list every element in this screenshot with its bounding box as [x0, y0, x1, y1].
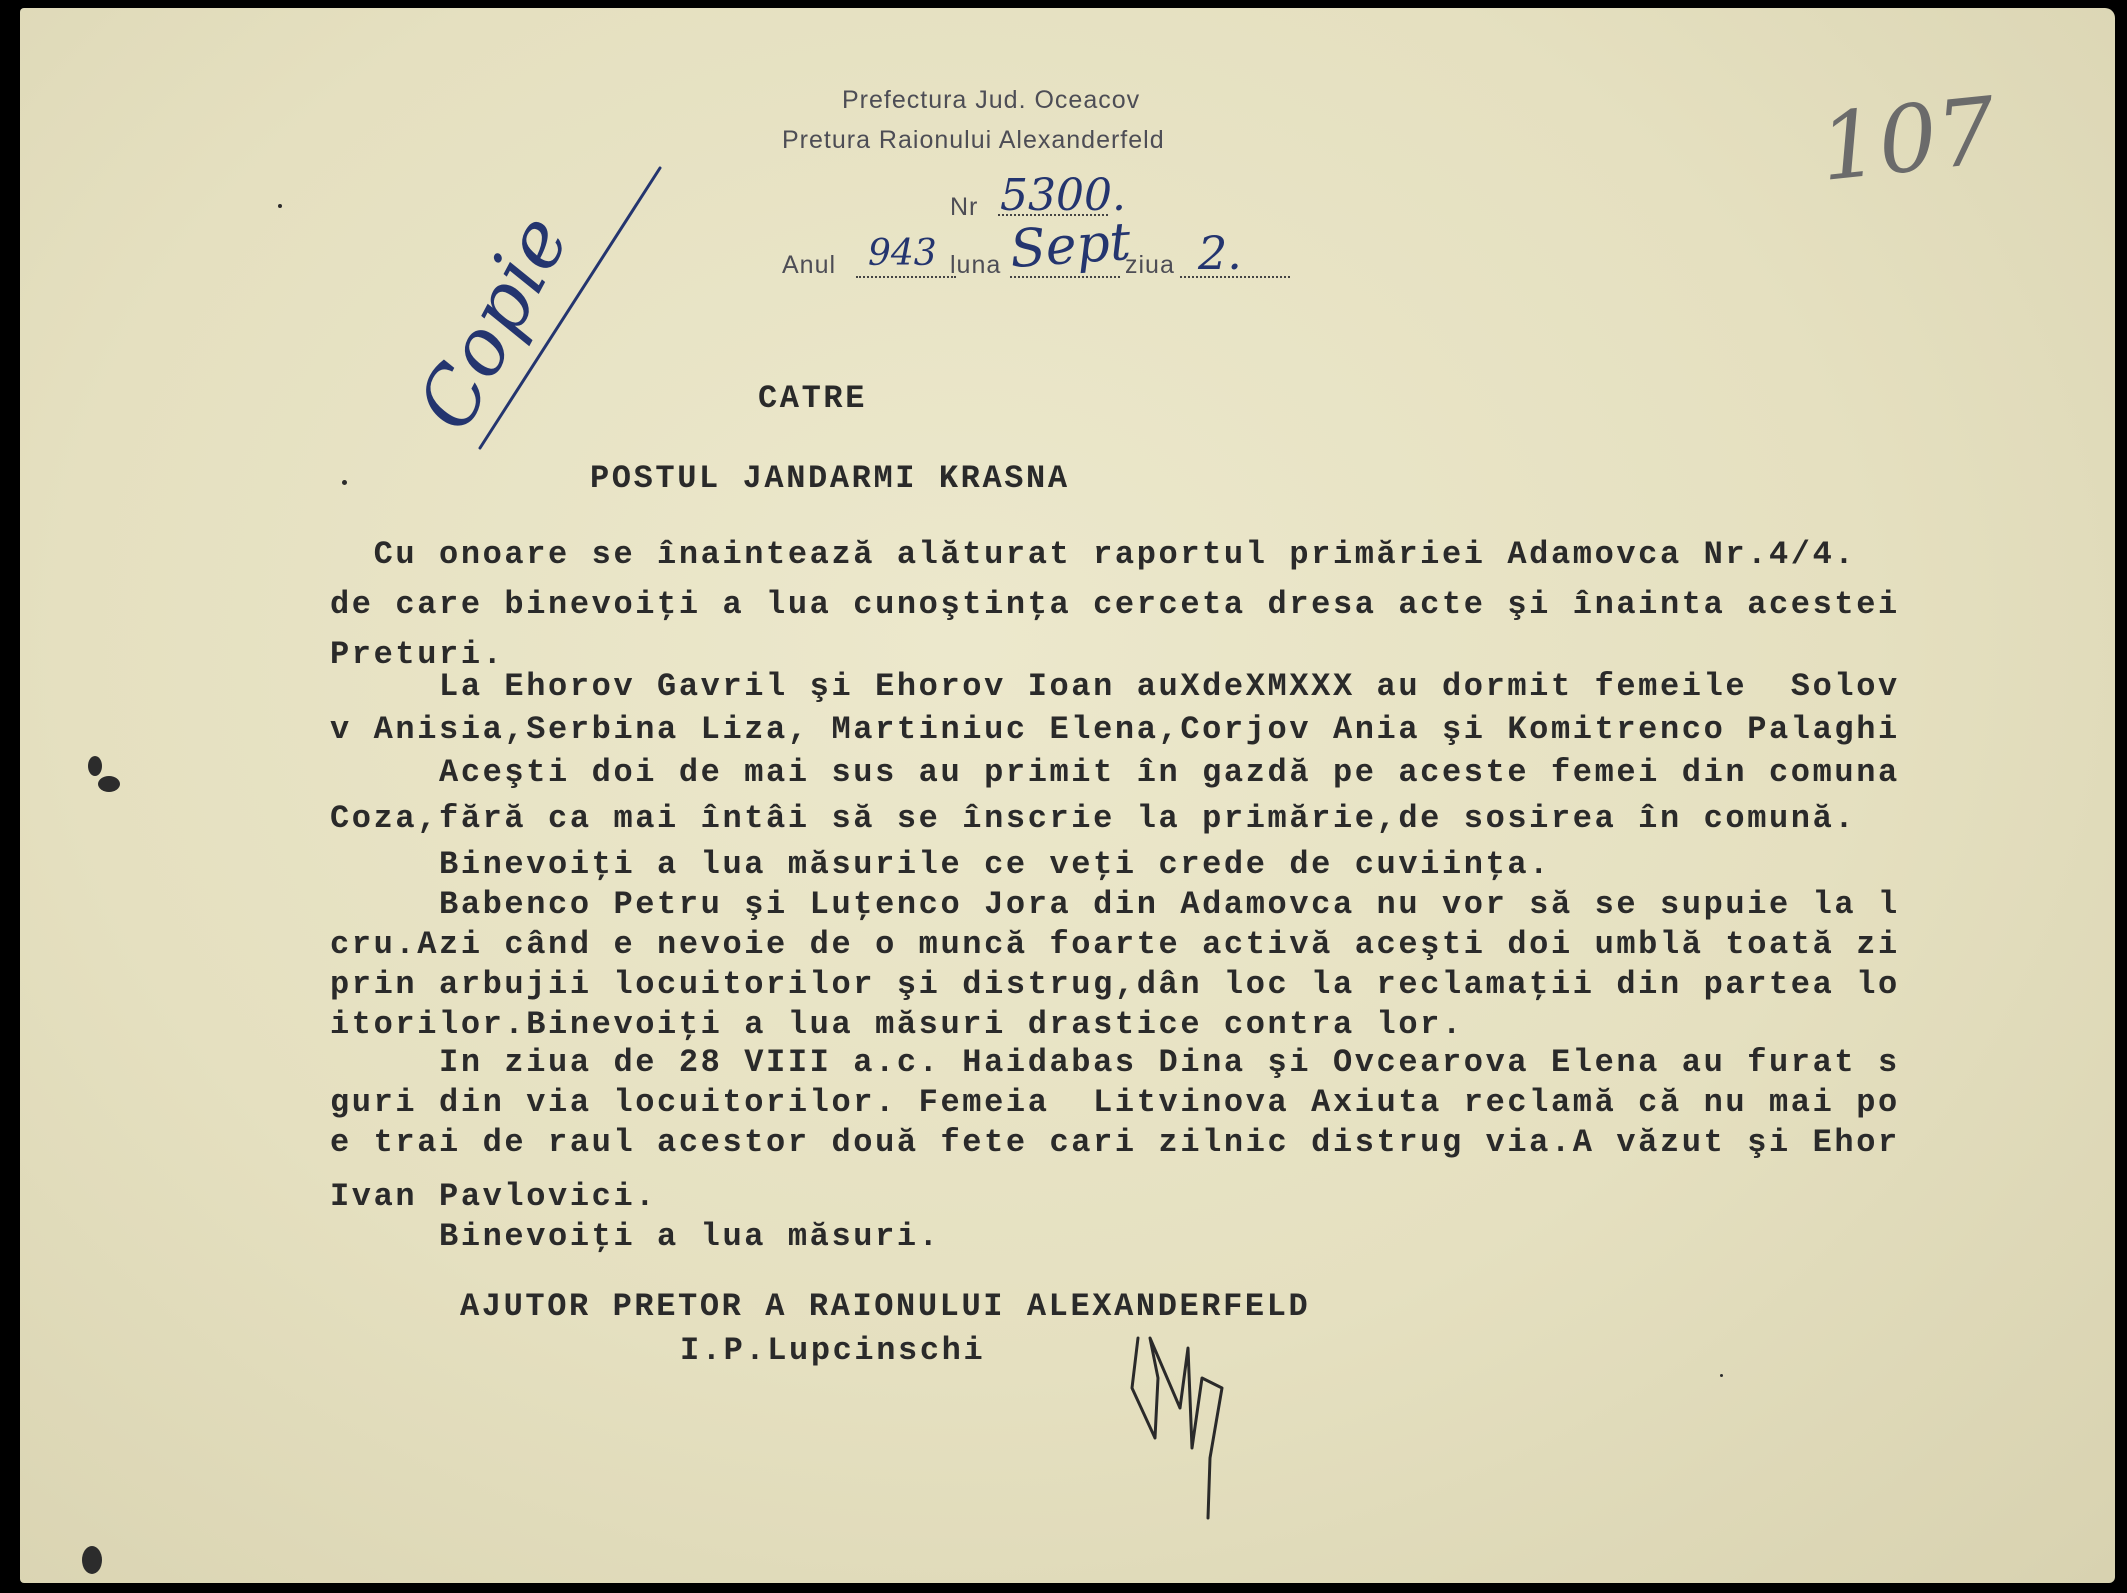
body-line: v Anisia,Serbina Liza, Martiniuc Elena,Corjov Ania şi Komitrenco Palaghi: [330, 711, 1900, 748]
body-line: Babenco Petru şi Luţenco Jora din Adamovca nu vor să se supuie la l: [330, 886, 1900, 923]
anul-rule: [856, 276, 956, 278]
body-line: Aceşti doi de mai sus au primit în gazdă pe aceste femei din comuna: [330, 754, 1900, 791]
luna-value: Sept: [1008, 211, 1133, 281]
stamp-prefectura: Prefectura Jud. Oceacov: [842, 86, 1141, 114]
anul-value: 943: [868, 233, 937, 274]
paper-speck: [1720, 1374, 1723, 1377]
body-line: e trai de raul acestor două fete cari zilnic distrug via.A văzut şi Ehor: [330, 1124, 1900, 1161]
punch-hole-mark: [98, 776, 120, 792]
stamp-pretura: Pretura Raionului Alexanderfeld: [782, 126, 1165, 154]
handwritten-signature: [1110, 1318, 1260, 1528]
body-line: Coza,fără ca mai întâi să se înscrie la primărie,de sosirea în comună.: [330, 800, 1857, 837]
signature-name: I.P.Lupcinschi: [680, 1332, 986, 1369]
body-line: guri din via locuitorilor. Femeia Litvinova Axiuta reclamă că nu mai po: [330, 1084, 1900, 1121]
body-line: de care binevoiţi a lua cunoştinţa cerceta dresa acte şi înainta acestei: [330, 586, 1900, 623]
paper-speck: [342, 480, 347, 485]
nr-value: 5300.: [1000, 170, 1126, 221]
body-line: Cu onoare se înaintează alăturat raportul primăriei Adamovca Nr.4/4.: [330, 536, 1857, 573]
page-number: 107: [1814, 77, 2001, 202]
addressee-postul: POSTUL JANDARMI KRASNA: [590, 460, 1070, 497]
punch-hole-mark: [88, 756, 102, 776]
punch-hole-mark: [82, 1546, 102, 1574]
stamp-ziua-label: ziua: [1125, 251, 1175, 279]
body-line: Binevoiţi a lua măsurile ce veţi crede de cuviinţa.: [330, 846, 1551, 883]
document-page: [20, 8, 2115, 1583]
body-line: Ivan Pavlovici.: [330, 1178, 658, 1215]
signature-title: AJUTOR PRETOR A RAIONULUI ALEXANDERFELD: [460, 1288, 1311, 1325]
ziua-value: 2.: [1198, 226, 1242, 280]
body-line: La Ehorov Gavril şi Ehorov Ioan auXdeXMXXX au dormit femeile Solov: [330, 668, 1900, 705]
copie-slash: [460, 158, 680, 458]
body-line: Binevoiţi a lua măsuri.: [330, 1218, 941, 1255]
body-line: itorilor.Binevoiţi a lua măsuri drastice contra lor.: [330, 1006, 1464, 1043]
addressee-catre: CATRE: [758, 380, 868, 417]
stamp-nr-label: Nr: [950, 193, 979, 221]
body-line: cru.Azi când e nevoie de o muncă foarte activă aceşti doi umblă toată zi: [330, 926, 1900, 963]
stamp-anul-label: Anul: [782, 251, 837, 279]
body-line: Preturi.: [330, 636, 505, 673]
body-line: In ziua de 28 VIII a.c. Haidabas Dina şi Ovcearova Elena au furat s: [330, 1044, 1900, 1081]
body-line: prin arbujii locuitorilor şi distrug,dân loc la reclamaţii din partea lo: [330, 966, 1900, 1003]
stamp-luna-label: luna: [950, 251, 1002, 279]
paper-speck: [278, 204, 282, 208]
copie-mark: Copie: [400, 201, 588, 445]
